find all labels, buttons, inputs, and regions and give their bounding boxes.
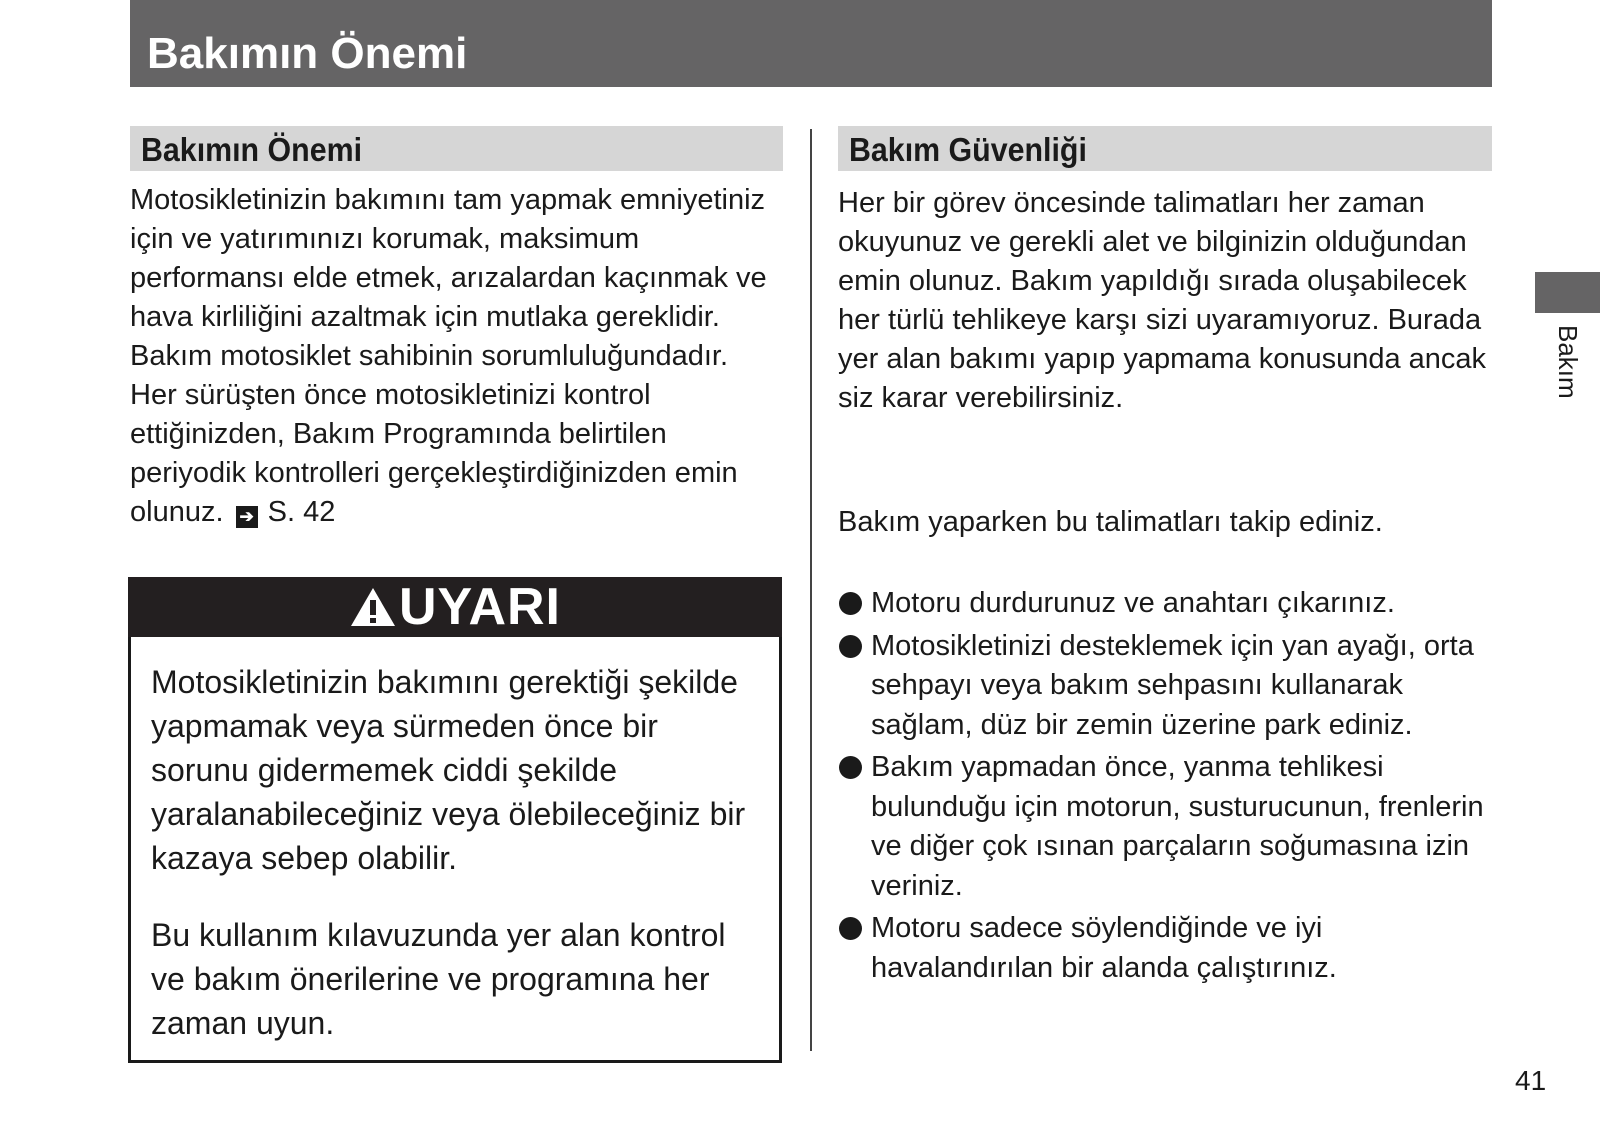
section-heading-text: Bakımın Önemi [141, 131, 363, 168]
importance-paragraph [130, 181, 780, 532]
side-tab[interactable] [1535, 272, 1600, 313]
importance-paragraph-text: Motosikletinizin bakımını tam yapmak emniyetiniz için ve yatırımınızı korumak, maksimum performansı elde etmek, arızalardan kaçınmak ve hava kirliliğini azaltmak için mutlaka gereklidir. Bakım motosiklet sahibinin sorumluluğundadır. Her sürüşten önce motosikletinizi kontrol ettiğinizden, Bakım Programında belirtilen periyodik kontrolleri gerçekleştirdiğinizden emin olunuz. [130, 184, 767, 528]
section-heading-importance [130, 126, 783, 171]
column-divider [810, 129, 812, 1051]
list-item [838, 627, 1498, 746]
list-item-text: Motoru durdurunuz ve anahtarı çıkarınız. [871, 587, 1395, 619]
warning-paragraph-2: Bu kullanım kılavuzunda yer alan kontrol ve bakım önerilerine ve programına her zaman uyun. [151, 917, 726, 1041]
warning-bar [128, 577, 782, 637]
safety-paragraph-1: Her bir görev öncesinde talimatları her zaman okuyunuz ve gerekli alet ve bilginizin olduğundan emin olunuz. Bakım yapıldığı sırada oluşabilecek her türlü tehlikeye karşı sizi uyaramıyoruz. Burada yer alan bakımı yapıp yapmama konusunda ancak siz karar verebilirsiniz. [838, 187, 1487, 414]
page-number: 41 [1515, 1065, 1547, 1096]
list-item [838, 584, 1498, 624]
side-tab-label: Bakım [1553, 325, 1583, 399]
list-item-text: Motosikletinizi desteklemek için yan ayağı, orta sehpayı veya bakım sehpasını kullanarak sağlam, düz bir zemin üzerine park ediniz. [871, 629, 1474, 741]
arrow-right-icon: ➔ [236, 506, 258, 528]
list-item-text: Motoru sadece söylendiğinde ve iyi havalandırılan bir alanda çalıştırınız. [871, 912, 1337, 984]
bullet-icon [839, 917, 862, 940]
warning-box [128, 577, 782, 1063]
page-reference[interactable]: S. 42 [267, 496, 336, 528]
page-title: Bakımın Önemi [147, 29, 468, 78]
bullet-icon [839, 756, 862, 779]
safety-paragraph-2: Bakım yaparken bu talimatları takip ediniz. [838, 506, 1383, 538]
warning-triangle-icon [349, 585, 397, 629]
safety-bullet-list [838, 584, 1498, 991]
list-item [838, 748, 1498, 906]
section-heading-safety [838, 126, 1492, 171]
bullet-icon [839, 592, 862, 615]
warning-label: UYARI [398, 578, 561, 636]
bullet-icon [839, 635, 862, 658]
page-header [130, 0, 1492, 87]
list-item [838, 909, 1498, 988]
warning-paragraph-1: Motosikletinizin bakımını gerektiği şekilde yapmamak veya sürmeden önce bir sorunu gidermemek ciddi şekilde yaralanabileceğiniz veya ölebileceğiniz bir kazaya sebep olabilir. [151, 664, 746, 876]
list-item-text: Bakım yapmadan önce, yanma tehlikesi bulunduğu için motorun, susturucunun, frenlerin ve diğer çok ısınan parçaların soğumasına izin veriniz. [871, 751, 1484, 902]
section-heading-text: Bakım Güvenliği [849, 131, 1087, 168]
